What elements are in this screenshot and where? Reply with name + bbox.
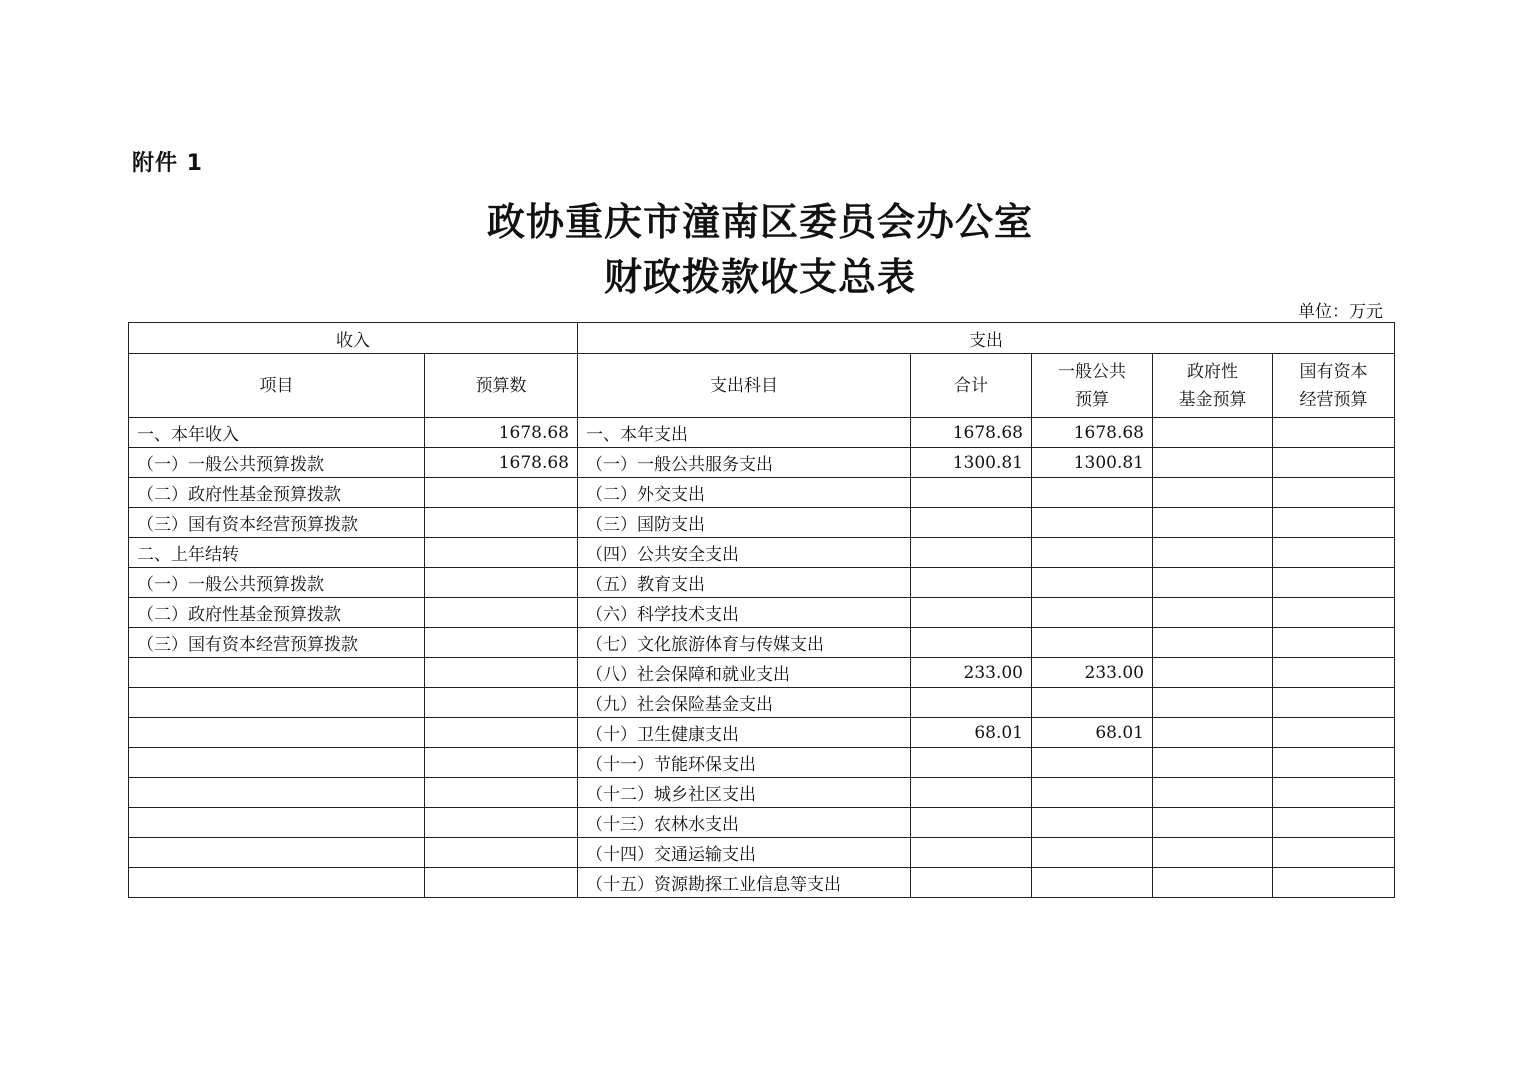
cell-gov-fund (1153, 568, 1273, 598)
cell-item (129, 808, 425, 838)
header-expense: 支出 (578, 323, 1395, 354)
cell-budget (425, 598, 578, 628)
header-gov-line1: 政府性 (1187, 361, 1238, 382)
cell-state-capital (1273, 508, 1395, 538)
table-row (129, 478, 1395, 508)
table-row (129, 838, 1395, 868)
unit-label: 单位：万元 (1298, 302, 1383, 322)
header-item: 项目 (129, 354, 425, 418)
cell-total (911, 688, 1032, 718)
cell-state-capital (1273, 778, 1395, 808)
cell-gov-fund (1153, 658, 1273, 688)
cell-general (1032, 508, 1153, 538)
table-row (129, 538, 1395, 568)
cell-budget (425, 538, 578, 568)
cell-item (129, 718, 425, 748)
cell-state-capital (1273, 418, 1395, 448)
cell-total (911, 478, 1032, 508)
table-row (129, 808, 1395, 838)
table-row (129, 568, 1395, 598)
cell-general (1032, 868, 1153, 898)
cell-total (911, 748, 1032, 778)
cell-item: （三）国有资本经营预算拨款 (129, 508, 425, 538)
cell-gov-fund (1153, 778, 1273, 808)
cell-total (911, 538, 1032, 568)
table-row (129, 508, 1395, 538)
cell-item (129, 838, 425, 868)
cell-state-capital (1273, 598, 1395, 628)
header-state-line2: 经营预算 (1299, 389, 1368, 410)
cell-state-capital (1273, 808, 1395, 838)
cell-budget (425, 808, 578, 838)
cell-item: （一）一般公共预算拨款 (129, 448, 425, 478)
cell-budget (425, 658, 578, 688)
cell-gov-fund (1153, 538, 1273, 568)
cell-subject: （十五）资源勘探工业信息等支出 (578, 868, 911, 898)
cell-gov-fund (1153, 478, 1273, 508)
cell-item: （二）政府性基金预算拨款 (129, 478, 425, 508)
cell-gov-fund (1153, 418, 1273, 448)
table-row (129, 868, 1395, 898)
cell-gov-fund (1153, 838, 1273, 868)
budget-table (128, 322, 1395, 898)
cell-state-capital (1273, 658, 1395, 688)
cell-subject: （十三）农林水支出 (578, 808, 911, 838)
cell-gov-fund (1153, 448, 1273, 478)
cell-budget (425, 508, 578, 538)
cell-general: 1678.68 (1032, 418, 1153, 448)
cell-total (911, 778, 1032, 808)
cell-budget (425, 748, 578, 778)
table-row (129, 748, 1395, 778)
cell-budget (425, 478, 578, 508)
cell-budget (425, 568, 578, 598)
header-gov-line2: 基金预算 (1178, 389, 1247, 410)
cell-item (129, 688, 425, 718)
cell-general (1032, 838, 1153, 868)
header-state-capital (1273, 354, 1395, 418)
cell-gov-fund (1153, 688, 1273, 718)
cell-subject: （十）卫生健康支出 (578, 718, 911, 748)
cell-total (911, 838, 1032, 868)
cell-total: 1300.81 (911, 448, 1032, 478)
cell-budget (425, 838, 578, 868)
cell-item: （一）一般公共预算拨款 (129, 568, 425, 598)
cell-subject: （十一）节能环保支出 (578, 748, 911, 778)
cell-general (1032, 628, 1153, 658)
cell-item (129, 868, 425, 898)
table-row (129, 448, 1395, 478)
cell-budget (425, 778, 578, 808)
cell-subject: （十四）交通运输支出 (578, 838, 911, 868)
header-expense-subject: 支出科目 (578, 354, 911, 418)
cell-subject: （四）公共安全支出 (578, 538, 911, 568)
cell-state-capital (1273, 568, 1395, 598)
cell-state-capital (1273, 748, 1395, 778)
cell-total (911, 868, 1032, 898)
header-general-line2: 预算 (1075, 389, 1109, 410)
cell-gov-fund (1153, 808, 1273, 838)
cell-budget: 1678.68 (425, 418, 578, 448)
table-row (129, 598, 1395, 628)
cell-general (1032, 778, 1153, 808)
cell-total: 1678.68 (911, 418, 1032, 448)
attachment-label: 附件 1 (132, 151, 203, 176)
cell-general (1032, 598, 1153, 628)
cell-item (129, 658, 425, 688)
cell-state-capital (1273, 448, 1395, 478)
cell-gov-fund (1153, 628, 1273, 658)
cell-state-capital (1273, 628, 1395, 658)
cell-state-capital (1273, 478, 1395, 508)
cell-budget (425, 868, 578, 898)
cell-general (1032, 568, 1153, 598)
cell-total (911, 568, 1032, 598)
cell-general: 233.00 (1032, 658, 1153, 688)
cell-general (1032, 538, 1153, 568)
cell-subject: （十二）城乡社区支出 (578, 778, 911, 808)
cell-total (911, 808, 1032, 838)
header-row-top (129, 323, 1395, 354)
page-title: 政协重庆市潼南区委员会办公室 (486, 199, 1033, 244)
cell-general: 68.01 (1032, 718, 1153, 748)
cell-state-capital (1273, 718, 1395, 748)
cell-item: 二、上年结转 (129, 538, 425, 568)
cell-subject: （一）一般公共服务支出 (578, 448, 911, 478)
cell-subject: 一、本年支出 (578, 418, 911, 448)
cell-total (911, 508, 1032, 538)
cell-budget (425, 688, 578, 718)
cell-item: 一、本年收入 (129, 418, 425, 448)
cell-subject: （九）社会保险基金支出 (578, 688, 911, 718)
header-gov-fund (1153, 354, 1273, 418)
cell-total (911, 598, 1032, 628)
table-row (129, 718, 1395, 748)
cell-state-capital (1273, 538, 1395, 568)
table-row (129, 658, 1395, 688)
cell-state-capital (1273, 838, 1395, 868)
cell-subject: （三）国防支出 (578, 508, 911, 538)
cell-item: （三）国有资本经营预算拨款 (129, 628, 425, 658)
header-income: 收入 (129, 323, 578, 354)
header-general-budget (1032, 354, 1153, 418)
header-budget: 预算数 (425, 354, 578, 418)
cell-item: （二）政府性基金预算拨款 (129, 598, 425, 628)
cell-general (1032, 808, 1153, 838)
cell-item (129, 748, 425, 778)
cell-general (1032, 478, 1153, 508)
header-state-line1: 国有资本 (1299, 361, 1368, 382)
cell-gov-fund (1153, 748, 1273, 778)
cell-item (129, 778, 425, 808)
cell-budget (425, 628, 578, 658)
table-row (129, 688, 1395, 718)
header-general-line1: 一般公共 (1058, 361, 1126, 382)
cell-general (1032, 748, 1153, 778)
cell-gov-fund (1153, 718, 1273, 748)
cell-general: 1300.81 (1032, 448, 1153, 478)
cell-subject: （五）教育支出 (578, 568, 911, 598)
table-row (129, 778, 1395, 808)
table-row (129, 628, 1395, 658)
cell-subject: （七）文化旅游体育与传媒支出 (578, 628, 911, 658)
cell-budget (425, 718, 578, 748)
cell-gov-fund (1153, 598, 1273, 628)
cell-total: 233.00 (911, 658, 1032, 688)
cell-gov-fund (1153, 868, 1273, 898)
cell-subject: （六）科学技术支出 (578, 598, 911, 628)
cell-general (1032, 688, 1153, 718)
cell-budget: 1678.68 (425, 448, 578, 478)
header-total: 合计 (911, 354, 1032, 418)
header-row-columns (129, 354, 1395, 418)
cell-state-capital (1273, 868, 1395, 898)
page-subtitle: 财政拨款收支总表 (603, 254, 916, 299)
cell-gov-fund (1153, 508, 1273, 538)
cell-total: 68.01 (911, 718, 1032, 748)
cell-state-capital (1273, 688, 1395, 718)
cell-total (911, 628, 1032, 658)
cell-subject: （二）外交支出 (578, 478, 911, 508)
table-row (129, 418, 1395, 448)
cell-subject: （八）社会保障和就业支出 (578, 658, 911, 688)
